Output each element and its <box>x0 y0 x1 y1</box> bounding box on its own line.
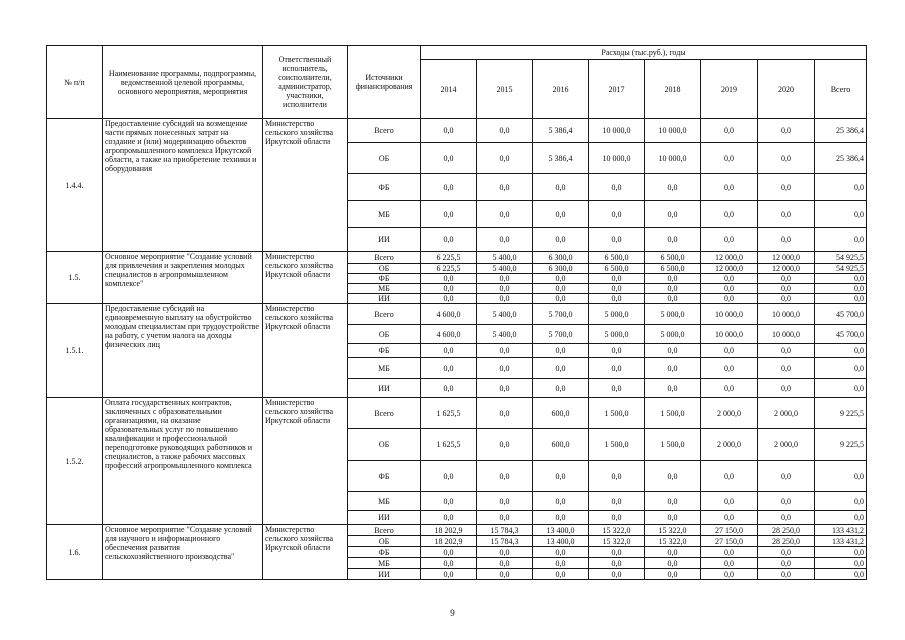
value-year: 0,0 <box>701 294 758 304</box>
value-year: 0,0 <box>701 174 758 201</box>
value-year: 0,0 <box>421 228 477 252</box>
value-year: 6 500,0 <box>645 252 701 264</box>
value-year: 0,0 <box>758 143 815 174</box>
funding-source: ФБ <box>348 344 421 358</box>
value-year: 0,0 <box>701 358 758 379</box>
value-year: 0,0 <box>477 511 533 525</box>
value-year: 0,0 <box>421 461 477 492</box>
value-year: 10 000,0 <box>701 304 758 325</box>
value-year: 0,0 <box>477 284 533 294</box>
item-name: Основное мероприятие "Создание условий для научного и информационного обеспечения развития сельскохозяйственного производства" <box>103 525 263 580</box>
value-year: 13 400,0 <box>533 536 589 547</box>
header-year: 2020 <box>758 60 815 119</box>
value-year: 0,0 <box>533 461 589 492</box>
value-year: 0,0 <box>477 143 533 174</box>
value-year: 0,0 <box>421 558 477 569</box>
value-year: 5 000,0 <box>589 325 645 344</box>
funding-source: ФБ <box>348 174 421 201</box>
value-year: 10 000,0 <box>645 119 701 143</box>
value-year: 0,0 <box>533 174 589 201</box>
value-year: 0,0 <box>477 201 533 228</box>
value-year: 0,0 <box>701 228 758 252</box>
value-total: 9 225,5 <box>815 429 867 461</box>
value-year: 0,0 <box>758 461 815 492</box>
value-year: 1 625,5 <box>421 398 477 429</box>
value-year: 0,0 <box>645 274 701 284</box>
value-year: 18 202,9 <box>421 536 477 547</box>
budget-table <box>46 45 867 580</box>
value-year: 0,0 <box>645 461 701 492</box>
value-year: 0,0 <box>701 344 758 358</box>
funding-source: Всего <box>348 252 421 264</box>
value-year: 6 500,0 <box>589 264 645 274</box>
value-total: 45 700,0 <box>815 325 867 344</box>
value-total: 0,0 <box>815 284 867 294</box>
value-year: 0,0 <box>477 274 533 284</box>
value-year: 0,0 <box>421 201 477 228</box>
value-year: 1 625,5 <box>421 429 477 461</box>
value-year: 0,0 <box>533 379 589 398</box>
value-year: 1 500,0 <box>589 398 645 429</box>
value-year: 12 000,0 <box>701 252 758 264</box>
funding-source: ИИ <box>348 569 421 580</box>
value-year: 12 000,0 <box>758 252 815 264</box>
value-year: 0,0 <box>758 379 815 398</box>
value-year: 0,0 <box>701 379 758 398</box>
funding-source: ОБ <box>348 536 421 547</box>
value-year: 0,0 <box>645 228 701 252</box>
value-year: 6 225,5 <box>421 252 477 264</box>
value-year: 0,0 <box>533 547 589 558</box>
value-year: 0,0 <box>421 511 477 525</box>
value-total: 0,0 <box>815 228 867 252</box>
funding-source: ОБ <box>348 143 421 174</box>
value-total: 0,0 <box>815 274 867 284</box>
value-total: 9 225,5 <box>815 398 867 429</box>
value-year: 0,0 <box>758 119 815 143</box>
value-year: 0,0 <box>421 274 477 284</box>
table-body <box>47 119 867 580</box>
value-year: 0,0 <box>758 284 815 294</box>
value-year: 10 000,0 <box>589 119 645 143</box>
funding-source: ФБ <box>348 547 421 558</box>
value-year: 0,0 <box>645 547 701 558</box>
value-year: 0,0 <box>701 201 758 228</box>
funding-source: ФБ <box>348 274 421 284</box>
header-year: 2019 <box>701 60 758 119</box>
value-year: 6 500,0 <box>589 252 645 264</box>
value-year: 0,0 <box>533 558 589 569</box>
value-year: 5 400,0 <box>477 304 533 325</box>
value-year: 0,0 <box>758 511 815 525</box>
funding-source: Всего <box>348 525 421 536</box>
value-year: 0,0 <box>645 511 701 525</box>
value-year: 15 322,0 <box>589 525 645 536</box>
funding-source: МБ <box>348 284 421 294</box>
value-year: 0,0 <box>421 379 477 398</box>
funding-source: ОБ <box>348 264 421 274</box>
value-year: 0,0 <box>701 143 758 174</box>
header-year: 2015 <box>477 60 533 119</box>
value-total: 0,0 <box>815 379 867 398</box>
item-name: Оплата государственных контрактов, заключенных с образовательными организациями, на оказание образовательных услуг по повышению квалификации и профессиональной переподготовке руководящих работников и специалистов, а также рабочих массовых профессий агропромышленного комплекса <box>103 398 263 525</box>
value-total: 0,0 <box>815 294 867 304</box>
value-year: 0,0 <box>421 294 477 304</box>
value-year: 0,0 <box>645 358 701 379</box>
item-name: Основное мероприятие "Создание условий для привлечения и закрепления молодых специалистов в агропромышленном комплексе" <box>103 252 263 304</box>
value-total: 0,0 <box>815 547 867 558</box>
item-responsible: Министерство сельского хозяйства Иркутской области <box>263 525 348 580</box>
funding-source: ИИ <box>348 228 421 252</box>
value-year: 0,0 <box>758 201 815 228</box>
value-year: 600,0 <box>533 429 589 461</box>
funding-source: ОБ <box>348 429 421 461</box>
value-year: 0,0 <box>589 547 645 558</box>
value-total: 0,0 <box>815 358 867 379</box>
value-year: 0,0 <box>477 379 533 398</box>
header-expenses: Расходы (тыс.руб.), годы <box>421 46 867 60</box>
value-year: 10 000,0 <box>758 304 815 325</box>
value-year: 0,0 <box>533 228 589 252</box>
value-year: 27 150,0 <box>701 536 758 547</box>
funding-source: Всего <box>348 304 421 325</box>
value-year: 600,0 <box>533 398 589 429</box>
funding-source: ОБ <box>348 325 421 344</box>
funding-source: Всего <box>348 119 421 143</box>
value-year: 4 600,0 <box>421 325 477 344</box>
value-year: 0,0 <box>421 284 477 294</box>
value-year: 5 400,0 <box>477 264 533 274</box>
table-row <box>47 119 867 143</box>
value-year: 0,0 <box>533 511 589 525</box>
value-total: 0,0 <box>815 461 867 492</box>
value-year: 0,0 <box>533 492 589 511</box>
value-year: 0,0 <box>758 358 815 379</box>
item-responsible: Министерство сельского хозяйства Иркутской области <box>263 252 348 304</box>
value-year: 0,0 <box>477 547 533 558</box>
value-year: 6 500,0 <box>645 264 701 274</box>
value-year: 0,0 <box>645 569 701 580</box>
value-year: 13 400,0 <box>533 525 589 536</box>
value-year: 0,0 <box>701 274 758 284</box>
value-year: 0,0 <box>758 294 815 304</box>
header-year: 2018 <box>645 60 701 119</box>
value-year: 0,0 <box>533 358 589 379</box>
value-year: 0,0 <box>421 119 477 143</box>
value-year: 0,0 <box>477 294 533 304</box>
value-year: 0,0 <box>533 201 589 228</box>
value-year: 12 000,0 <box>701 264 758 274</box>
value-year: 10 000,0 <box>701 325 758 344</box>
value-year: 15 784,3 <box>477 525 533 536</box>
value-year: 0,0 <box>758 228 815 252</box>
value-year: 0,0 <box>421 174 477 201</box>
value-year: 0,0 <box>589 344 645 358</box>
value-year: 0,0 <box>533 344 589 358</box>
value-year: 28 250,0 <box>758 536 815 547</box>
header-name: Наименование программы, подпрограммы, ведомственной целевой программы, основного мероприятия, мероприятия <box>103 46 263 119</box>
value-year: 6 225,5 <box>421 264 477 274</box>
value-year: 5 000,0 <box>645 304 701 325</box>
funding-source: МБ <box>348 358 421 379</box>
value-year: 5 386,4 <box>533 119 589 143</box>
value-total: 25 386,4 <box>815 119 867 143</box>
header-total: Всего <box>815 60 867 119</box>
value-year: 0,0 <box>421 547 477 558</box>
funding-source: Всего <box>348 398 421 429</box>
header-year: 2014 <box>421 60 477 119</box>
value-total: 54 925,5 <box>815 264 867 274</box>
value-year: 0,0 <box>589 358 645 379</box>
value-year: 0,0 <box>645 294 701 304</box>
value-year: 0,0 <box>477 429 533 461</box>
value-year: 0,0 <box>645 558 701 569</box>
value-year: 0,0 <box>533 569 589 580</box>
value-year: 2 000,0 <box>701 429 758 461</box>
value-total: 25 386,4 <box>815 143 867 174</box>
value-total: 0,0 <box>815 201 867 228</box>
table-row <box>47 398 867 429</box>
value-year: 0,0 <box>477 174 533 201</box>
value-year: 5 000,0 <box>589 304 645 325</box>
value-year: 0,0 <box>477 569 533 580</box>
value-year: 0,0 <box>701 547 758 558</box>
value-year: 0,0 <box>589 274 645 284</box>
value-year: 0,0 <box>645 174 701 201</box>
value-year: 0,0 <box>645 492 701 511</box>
header-source: Источники финансирования <box>348 46 421 119</box>
funding-source: ИИ <box>348 294 421 304</box>
value-total: 0,0 <box>815 511 867 525</box>
value-year: 6 300,0 <box>533 264 589 274</box>
value-year: 10 000,0 <box>589 143 645 174</box>
item-responsible: Министерство сельского хозяйства Иркутской области <box>263 398 348 525</box>
item-number: 1.4.4. <box>47 119 103 252</box>
funding-source: ФБ <box>348 461 421 492</box>
value-year: 0,0 <box>589 201 645 228</box>
value-year: 28 250,0 <box>758 525 815 536</box>
value-year: 4 600,0 <box>421 304 477 325</box>
item-name: Предоставление субсидий на возмещение части прямых понесенных затрат на создание и (или) модернизацию объектов агропромышленного комплекса Иркутской области, а также на приобретение техники и оборудования <box>103 119 263 252</box>
header-num: № п/п <box>47 46 103 119</box>
value-year: 0,0 <box>589 228 645 252</box>
value-year: 5 400,0 <box>477 252 533 264</box>
value-year: 0,0 <box>701 284 758 294</box>
header-responsible: Ответственный исполнитель, соисполнители, администратор, участники, исполнители <box>263 46 348 119</box>
value-year: 1 500,0 <box>645 398 701 429</box>
value-total: 0,0 <box>815 492 867 511</box>
value-year: 0,0 <box>701 558 758 569</box>
value-year: 0,0 <box>758 547 815 558</box>
value-year: 0,0 <box>421 344 477 358</box>
value-year: 27 150,0 <box>701 525 758 536</box>
item-responsible: Министерство сельского хозяйства Иркутской области <box>263 119 348 252</box>
value-year: 5 700,0 <box>533 304 589 325</box>
value-year: 0,0 <box>589 569 645 580</box>
value-year: 0,0 <box>589 511 645 525</box>
value-year: 0,0 <box>421 143 477 174</box>
value-year: 0,0 <box>701 511 758 525</box>
value-total: 54 925,5 <box>815 252 867 264</box>
funding-source: МБ <box>348 201 421 228</box>
value-year: 0,0 <box>701 492 758 511</box>
value-year: 5 000,0 <box>645 325 701 344</box>
item-number: 1.5.2. <box>47 398 103 525</box>
value-year: 10 000,0 <box>645 143 701 174</box>
value-year: 0,0 <box>477 119 533 143</box>
value-year: 0,0 <box>477 558 533 569</box>
item-responsible: Министерство сельского хозяйства Иркутской области <box>263 304 348 398</box>
value-year: 6 300,0 <box>533 252 589 264</box>
value-year: 15 322,0 <box>589 536 645 547</box>
value-year: 0,0 <box>421 492 477 511</box>
value-year: 5 700,0 <box>533 325 589 344</box>
value-year: 0,0 <box>758 558 815 569</box>
table-row <box>47 304 867 325</box>
value-year: 5 400,0 <box>477 325 533 344</box>
value-year: 5 386,4 <box>533 143 589 174</box>
value-year: 15 322,0 <box>645 536 701 547</box>
table-row <box>47 252 867 264</box>
value-total: 0,0 <box>815 569 867 580</box>
header-year: 2017 <box>589 60 645 119</box>
funding-source: МБ <box>348 558 421 569</box>
value-year: 18 202,9 <box>421 525 477 536</box>
value-year: 0,0 <box>758 344 815 358</box>
page-number: 9 <box>450 608 455 618</box>
value-year: 15 784,3 <box>477 536 533 547</box>
value-year: 0,0 <box>533 284 589 294</box>
value-year: 0,0 <box>589 379 645 398</box>
value-year: 10 000,0 <box>758 325 815 344</box>
funding-source: ИИ <box>348 379 421 398</box>
value-year: 0,0 <box>533 294 589 304</box>
value-year: 0,0 <box>589 174 645 201</box>
value-total: 133 431,2 <box>815 536 867 547</box>
table-row <box>47 525 867 536</box>
value-year: 0,0 <box>421 569 477 580</box>
value-year: 0,0 <box>701 119 758 143</box>
value-year: 2 000,0 <box>701 398 758 429</box>
value-year: 0,0 <box>758 569 815 580</box>
value-year: 15 322,0 <box>645 525 701 536</box>
value-total: 45 700,0 <box>815 304 867 325</box>
value-year: 0,0 <box>589 284 645 294</box>
funding-source: МБ <box>348 492 421 511</box>
value-year: 0,0 <box>533 274 589 284</box>
item-number: 1.5. <box>47 252 103 304</box>
value-year: 0,0 <box>589 294 645 304</box>
value-year: 0,0 <box>645 284 701 294</box>
value-year: 0,0 <box>758 174 815 201</box>
item-number: 1.5.1. <box>47 304 103 398</box>
value-year: 0,0 <box>477 461 533 492</box>
value-year: 12 000,0 <box>758 264 815 274</box>
value-year: 0,0 <box>758 492 815 511</box>
value-year: 0,0 <box>477 228 533 252</box>
value-year: 0,0 <box>645 379 701 398</box>
value-year: 1 500,0 <box>589 429 645 461</box>
value-year: 0,0 <box>477 492 533 511</box>
item-number: 1.6. <box>47 525 103 580</box>
value-year: 0,0 <box>645 344 701 358</box>
funding-source: ИИ <box>348 511 421 525</box>
item-name: Предоставление субсидий на единовременную выплату на обустройство молодым специалистам при трудоустройстве на работу, с учетом налога на доходы физических лиц <box>103 304 263 398</box>
value-total: 0,0 <box>815 558 867 569</box>
value-year: 0,0 <box>758 274 815 284</box>
value-year: 0,0 <box>477 398 533 429</box>
value-total: 133 431,2 <box>815 525 867 536</box>
value-year: 0,0 <box>477 358 533 379</box>
value-year: 0,0 <box>589 461 645 492</box>
value-year: 2 000,0 <box>758 429 815 461</box>
value-year: 1 500,0 <box>645 429 701 461</box>
value-total: 0,0 <box>815 174 867 201</box>
value-year: 0,0 <box>701 461 758 492</box>
value-year: 0,0 <box>589 558 645 569</box>
value-year: 0,0 <box>645 201 701 228</box>
value-year: 0,0 <box>477 344 533 358</box>
header-year: 2016 <box>533 60 589 119</box>
value-year: 2 000,0 <box>758 398 815 429</box>
value-year: 0,0 <box>421 358 477 379</box>
value-total: 0,0 <box>815 344 867 358</box>
value-year: 0,0 <box>589 492 645 511</box>
value-year: 0,0 <box>701 569 758 580</box>
